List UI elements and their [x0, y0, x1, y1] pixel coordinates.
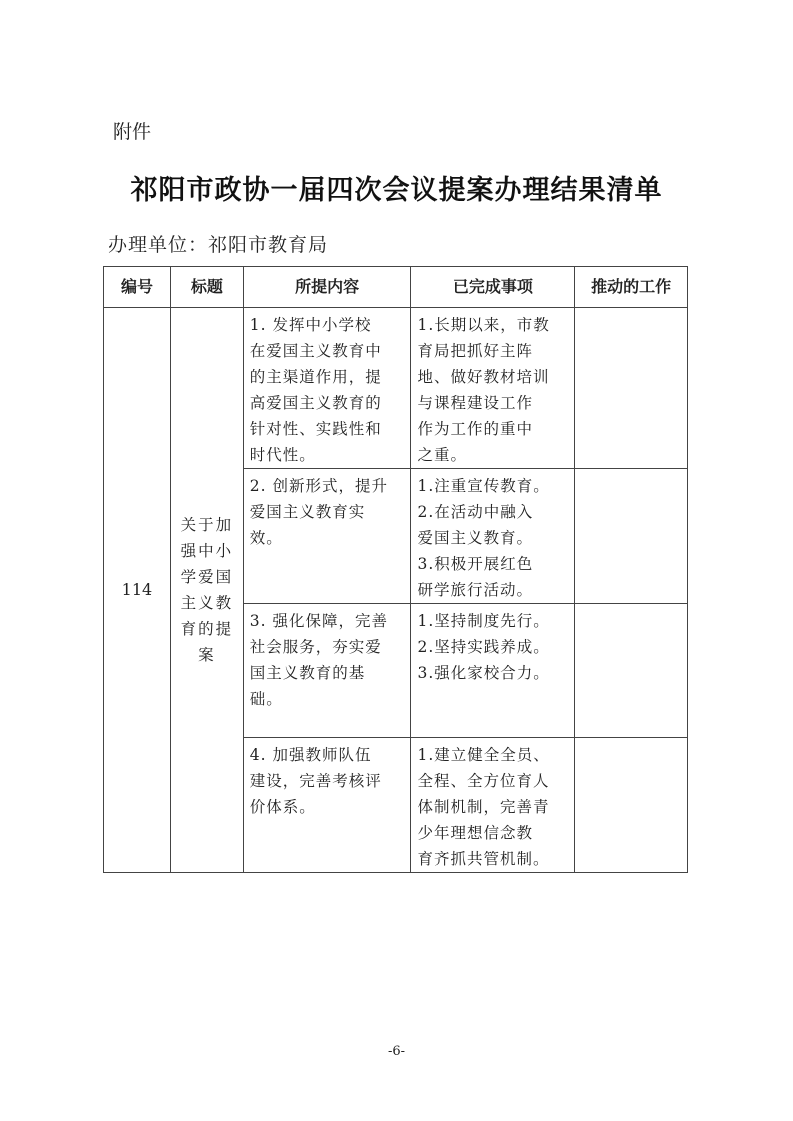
completed-cell: 1.建立健全全员、 全程、全方位育人 体制机制，完善青 少年理想信念教 育齐抓共管机制。: [411, 738, 575, 873]
content-cell: 2. 创新形式，提升 爱国主义教育实 效。: [243, 469, 411, 604]
table-header-row: [104, 267, 688, 308]
completed-cell: 1.坚持制度先行。 2.坚持实践养成。 3.强化家校合力。: [411, 604, 575, 738]
page-number: -6-: [387, 1044, 406, 1059]
proposal-results-table: [103, 266, 688, 873]
proposal-title: 关于加 强中小 学爱国 主义教 育的提 案: [170, 308, 243, 873]
table-row: [104, 308, 688, 469]
document-title: 祁阳市政协一届四次会议提案办理结果清单: [130, 175, 663, 206]
completed-cell: 1.注重宣传教育。 2.在活动中融入 爱国主义教育。 3.积极开展红色 研学旅行活动。: [411, 469, 575, 604]
content-cell: 4. 加强教师队伍 建设，完善考核评 价体系。: [243, 738, 411, 873]
proposal-number: 114: [104, 308, 171, 873]
header-promoted: 推动的工作: [575, 267, 688, 308]
promoted-cell: [575, 308, 688, 469]
header-number: 编号: [104, 267, 171, 308]
promoted-cell: [575, 604, 688, 738]
promoted-cell: [575, 469, 688, 604]
content-cell: 3. 强化保障，完善 社会服务，夯实爱 国主义教育的基 础。: [243, 604, 411, 738]
header-completed: 已完成事项: [411, 267, 575, 308]
completed-cell: 1.长期以来，市教 育局把抓好主阵 地、做好教材培训 与课程建设工作 作为工作的重中 之重。: [411, 308, 575, 469]
promoted-cell: [575, 738, 688, 873]
header-content: 所提内容: [243, 267, 411, 308]
content-cell: 1. 发挥中小学校 在爱国主义教育中 的主渠道作用，提 高爱国主义教育的 针对性、实践性和 时代性。: [243, 308, 411, 469]
header-title: 标题: [170, 267, 243, 308]
attachment-label: 附件: [113, 121, 152, 143]
handling-unit: 办理单位：祁阳市教育局: [108, 234, 329, 256]
